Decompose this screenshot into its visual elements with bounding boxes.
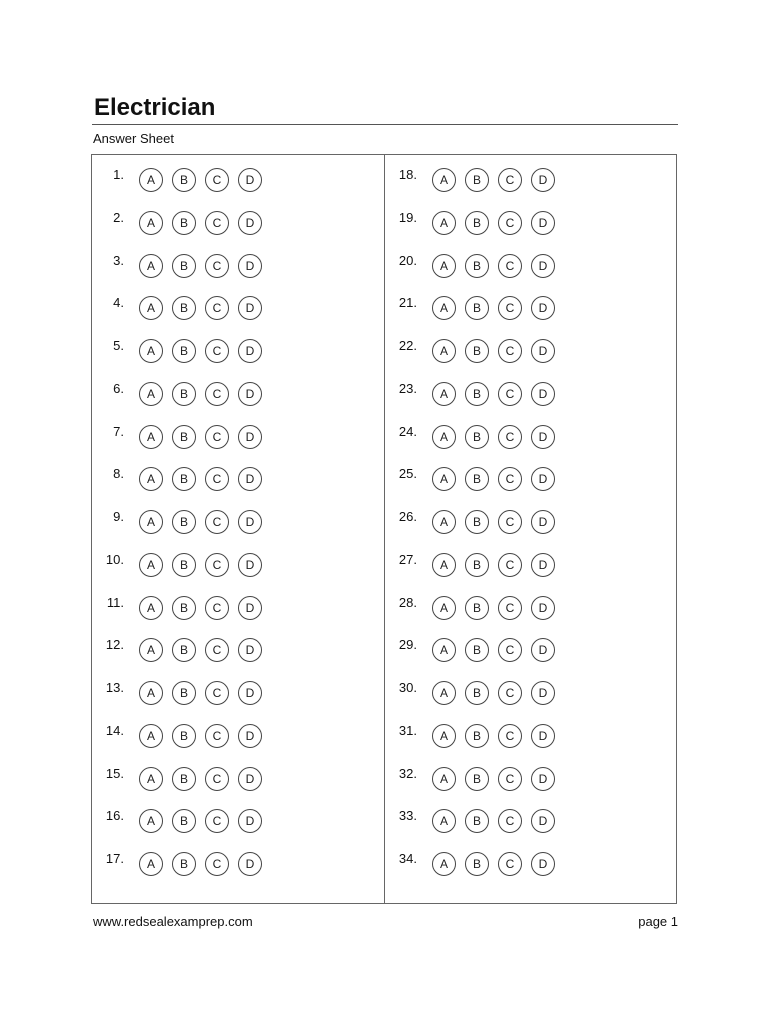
answer-bubble-a[interactable]: A xyxy=(139,510,163,534)
question-row xyxy=(92,167,382,195)
answer-bubble-b[interactable]: B xyxy=(172,339,196,363)
question-number: 20. xyxy=(398,252,417,268)
answer-bubble-c[interactable]: C xyxy=(205,168,229,192)
answer-bubble-d[interactable]: D xyxy=(531,296,555,320)
answer-bubble-a[interactable]: A xyxy=(139,382,163,406)
answer-bubble-c[interactable]: C xyxy=(205,211,229,235)
answer-bubble-c[interactable]: C xyxy=(498,510,522,534)
question-row xyxy=(92,552,382,580)
question-number: 13. xyxy=(105,680,124,695)
answer-bubble-a[interactable]: A xyxy=(139,425,163,449)
page-subtitle: Answer Sheet xyxy=(93,131,174,146)
answer-bubble-b[interactable]: B xyxy=(465,168,489,192)
question-row xyxy=(92,509,382,537)
answer-bubble-d[interactable]: D xyxy=(238,296,262,320)
question-row xyxy=(92,295,382,323)
question-row xyxy=(92,466,382,494)
answer-bubble-c[interactable]: C xyxy=(205,254,229,278)
question-number: 28. xyxy=(398,594,417,610)
question-number: 2. xyxy=(113,209,124,225)
answer-bubble-a[interactable]: A xyxy=(432,510,456,534)
question-number: 15. xyxy=(105,765,124,781)
answer-bubble-d[interactable]: D xyxy=(531,510,555,534)
question-row xyxy=(385,595,675,623)
question-row xyxy=(92,766,382,794)
question-number: 34. xyxy=(398,851,417,866)
answer-bubble-d[interactable]: D xyxy=(531,425,555,449)
answer-bubble-c[interactable]: C xyxy=(498,767,522,791)
answer-bubble-c[interactable]: C xyxy=(498,553,522,577)
answer-bubble-b[interactable]: B xyxy=(172,852,196,876)
question-number: 12. xyxy=(105,637,124,653)
answer-bubble-b[interactable]: B xyxy=(465,510,489,534)
answer-bubble-c[interactable]: C xyxy=(498,254,522,278)
answer-bubble-a[interactable]: A xyxy=(139,168,163,192)
answer-bubble-b[interactable]: B xyxy=(172,809,196,833)
question-number: 27. xyxy=(398,551,417,567)
question-row xyxy=(385,552,675,580)
answer-bubble-b[interactable]: B xyxy=(172,724,196,748)
answer-bubble-c[interactable]: C xyxy=(205,767,229,791)
answer-bubble-d[interactable]: D xyxy=(238,467,262,491)
question-row xyxy=(92,637,382,665)
question-number: 18. xyxy=(398,167,417,182)
answer-bubble-c[interactable]: C xyxy=(498,852,522,876)
question-row xyxy=(385,295,675,323)
answer-bubble-a[interactable]: A xyxy=(139,211,163,235)
answer-bubble-c[interactable]: C xyxy=(205,852,229,876)
answer-bubble-a[interactable]: A xyxy=(432,596,456,620)
answer-bubble-c[interactable]: C xyxy=(498,596,522,620)
answer-bubble-b[interactable]: B xyxy=(465,254,489,278)
question-row xyxy=(92,808,382,836)
answer-bubble-a[interactable]: A xyxy=(139,339,163,363)
question-row xyxy=(385,167,675,195)
question-number: 6. xyxy=(113,380,124,396)
answer-bubble-b[interactable]: B xyxy=(172,382,196,406)
answer-bubble-d[interactable]: D xyxy=(531,638,555,662)
question-number: 32. xyxy=(398,765,417,781)
answer-bubble-d[interactable]: D xyxy=(238,553,262,577)
answer-bubble-b[interactable]: B xyxy=(172,596,196,620)
answer-bubble-d[interactable]: D xyxy=(531,339,555,363)
answer-bubble-a[interactable]: A xyxy=(432,168,456,192)
question-row xyxy=(92,723,382,751)
answer-bubble-b[interactable]: B xyxy=(465,596,489,620)
answer-bubble-a[interactable]: A xyxy=(432,467,456,491)
answer-bubble-b[interactable]: B xyxy=(465,724,489,748)
answer-bubble-d[interactable]: D xyxy=(238,211,262,235)
answer-bubble-b[interactable]: B xyxy=(465,296,489,320)
answer-bubble-c[interactable]: C xyxy=(205,681,229,705)
answer-bubble-c[interactable]: C xyxy=(498,296,522,320)
question-row xyxy=(385,253,675,281)
answer-bubble-a[interactable]: A xyxy=(139,809,163,833)
answer-bubble-a[interactable]: A xyxy=(139,296,163,320)
answer-bubble-a[interactable]: A xyxy=(432,254,456,278)
question-row xyxy=(385,637,675,665)
question-number: 22. xyxy=(398,338,417,353)
question-number: 16. xyxy=(105,808,124,824)
answer-bubble-a[interactable]: A xyxy=(432,638,456,662)
answer-bubble-c[interactable]: C xyxy=(205,809,229,833)
answer-bubble-c[interactable]: C xyxy=(498,809,522,833)
answer-bubble-b[interactable]: B xyxy=(465,767,489,791)
answer-bubble-a[interactable]: A xyxy=(432,382,456,406)
answer-bubble-a[interactable]: A xyxy=(432,339,456,363)
question-number: 25. xyxy=(398,466,417,482)
answer-bubble-a[interactable]: A xyxy=(139,467,163,491)
answer-bubble-c[interactable]: C xyxy=(205,296,229,320)
question-number: 4. xyxy=(113,295,124,311)
page-title: Electrician xyxy=(94,94,216,121)
answer-bubble-c[interactable]: C xyxy=(498,467,522,491)
question-number: 8. xyxy=(113,466,124,482)
answer-bubble-c[interactable]: C xyxy=(498,724,522,748)
answer-bubble-a[interactable]: A xyxy=(139,596,163,620)
answer-bubble-a[interactable]: A xyxy=(139,767,163,791)
answer-bubble-d[interactable]: D xyxy=(531,852,555,876)
answer-bubble-c[interactable]: C xyxy=(205,425,229,449)
answer-bubble-b[interactable]: B xyxy=(465,339,489,363)
question-number: 17. xyxy=(105,851,124,866)
answer-bubble-c[interactable]: C xyxy=(205,596,229,620)
question-row xyxy=(385,509,675,537)
answer-bubble-d[interactable]: D xyxy=(531,553,555,577)
answer-bubble-d[interactable]: D xyxy=(531,382,555,406)
answer-bubble-d[interactable]: D xyxy=(531,168,555,192)
question-number: 24. xyxy=(398,423,417,439)
answer-bubble-b[interactable]: B xyxy=(172,467,196,491)
answer-bubble-a[interactable]: A xyxy=(139,553,163,577)
answer-bubble-c[interactable]: C xyxy=(205,382,229,406)
question-row xyxy=(92,338,382,366)
answer-bubble-a[interactable]: A xyxy=(432,767,456,791)
answer-bubble-b[interactable]: B xyxy=(172,767,196,791)
question-number: 10. xyxy=(105,551,124,567)
question-row xyxy=(92,851,382,879)
answer-bubble-d[interactable]: D xyxy=(238,638,262,662)
answer-bubble-d[interactable]: D xyxy=(238,724,262,748)
answer-bubble-c[interactable]: C xyxy=(205,638,229,662)
answer-bubble-c[interactable]: C xyxy=(498,681,522,705)
answer-bubble-d[interactable]: D xyxy=(531,681,555,705)
question-number: 33. xyxy=(398,808,417,824)
answer-bubble-b[interactable]: B xyxy=(465,211,489,235)
answer-bubble-d[interactable]: D xyxy=(238,339,262,363)
question-row xyxy=(385,338,675,366)
answer-bubble-d[interactable]: D xyxy=(238,425,262,449)
answer-bubble-b[interactable]: B xyxy=(172,168,196,192)
answer-bubble-d[interactable]: D xyxy=(238,809,262,833)
answer-bubble-b[interactable]: B xyxy=(465,425,489,449)
question-row xyxy=(92,210,382,238)
question-number: 11. xyxy=(106,594,124,610)
answer-bubble-d[interactable]: D xyxy=(238,510,262,534)
answer-bubble-d[interactable]: D xyxy=(531,467,555,491)
question-number: 31. xyxy=(398,722,417,738)
question-number: 9. xyxy=(113,509,124,524)
question-number: 23. xyxy=(398,380,417,396)
footer-website: www.redsealexamprep.com xyxy=(93,914,253,929)
answer-bubble-b[interactable]: B xyxy=(172,553,196,577)
answer-bubble-c[interactable]: C xyxy=(205,339,229,363)
answer-bubble-b[interactable]: B xyxy=(465,809,489,833)
question-row xyxy=(385,723,675,751)
answer-bubble-c[interactable]: C xyxy=(205,553,229,577)
question-row xyxy=(92,253,382,281)
footer-page-number: page 1 xyxy=(638,914,678,929)
answer-bubble-a[interactable]: A xyxy=(139,681,163,705)
answer-bubble-b[interactable]: B xyxy=(465,638,489,662)
question-number: 7. xyxy=(113,423,124,439)
answer-bubble-b[interactable]: B xyxy=(172,211,196,235)
answer-bubble-d[interactable]: D xyxy=(531,767,555,791)
answer-sheet-grid xyxy=(91,154,677,904)
answer-bubble-c[interactable]: C xyxy=(205,510,229,534)
answer-bubble-a[interactable]: A xyxy=(432,852,456,876)
answer-bubble-b[interactable]: B xyxy=(465,681,489,705)
answer-bubble-b[interactable]: B xyxy=(172,681,196,705)
answer-bubble-c[interactable]: C xyxy=(498,382,522,406)
question-row xyxy=(385,766,675,794)
answer-bubble-a[interactable]: A xyxy=(139,638,163,662)
question-number: 3. xyxy=(113,252,124,268)
answer-bubble-c[interactable]: C xyxy=(498,425,522,449)
question-number: 14. xyxy=(105,722,124,738)
answer-bubble-c[interactable]: C xyxy=(498,638,522,662)
answer-bubble-b[interactable]: B xyxy=(172,638,196,662)
answer-bubble-b[interactable]: B xyxy=(172,254,196,278)
answer-bubble-a[interactable]: A xyxy=(139,254,163,278)
question-row xyxy=(92,595,382,623)
answer-bubble-a[interactable]: A xyxy=(432,425,456,449)
answer-bubble-a[interactable]: A xyxy=(432,724,456,748)
question-row xyxy=(385,680,675,708)
answer-bubble-a[interactable]: A xyxy=(432,809,456,833)
question-row xyxy=(92,424,382,452)
question-number: 5. xyxy=(113,338,124,353)
question-row xyxy=(92,680,382,708)
answer-bubble-b[interactable]: B xyxy=(465,553,489,577)
question-row xyxy=(92,381,382,409)
question-number: 29. xyxy=(398,637,417,653)
question-number: 19. xyxy=(398,209,417,225)
answer-bubble-d[interactable]: D xyxy=(238,767,262,791)
question-row xyxy=(385,381,675,409)
question-row xyxy=(385,808,675,836)
answer-bubble-a[interactable]: A xyxy=(139,724,163,748)
answer-bubble-d[interactable]: D xyxy=(531,211,555,235)
answer-bubble-d[interactable]: D xyxy=(531,596,555,620)
question-row xyxy=(385,210,675,238)
answer-bubble-d[interactable]: D xyxy=(238,168,262,192)
question-number: 1. xyxy=(113,167,124,182)
answer-bubble-c[interactable]: C xyxy=(498,339,522,363)
answer-bubble-b[interactable]: B xyxy=(172,425,196,449)
title-divider xyxy=(92,124,678,125)
answer-bubble-d[interactable]: D xyxy=(238,254,262,278)
question-number: 30. xyxy=(398,680,417,695)
question-number: 26. xyxy=(398,509,417,524)
answer-bubble-c[interactable]: C xyxy=(498,211,522,235)
question-row xyxy=(385,851,675,879)
answer-bubble-d[interactable]: D xyxy=(238,596,262,620)
answer-bubble-a[interactable]: A xyxy=(432,553,456,577)
answer-bubble-a[interactable]: A xyxy=(432,681,456,705)
answer-bubble-a[interactable]: A xyxy=(139,852,163,876)
question-row xyxy=(385,424,675,452)
answer-bubble-b[interactable]: B xyxy=(465,382,489,406)
answer-bubble-b[interactable]: B xyxy=(172,296,196,320)
answer-bubble-a[interactable]: A xyxy=(432,211,456,235)
answer-bubble-d[interactable]: D xyxy=(238,681,262,705)
answer-bubble-d[interactable]: D xyxy=(531,724,555,748)
question-number: 21. xyxy=(398,295,417,311)
answer-bubble-b[interactable]: B xyxy=(465,467,489,491)
answer-bubble-b[interactable]: B xyxy=(465,852,489,876)
answer-bubble-c[interactable]: C xyxy=(205,724,229,748)
answer-bubble-c[interactable]: C xyxy=(498,168,522,192)
answer-bubble-b[interactable]: B xyxy=(172,510,196,534)
answer-bubble-d[interactable]: D xyxy=(531,809,555,833)
answer-bubble-d[interactable]: D xyxy=(531,254,555,278)
answer-bubble-d[interactable]: D xyxy=(238,382,262,406)
answer-bubble-d[interactable]: D xyxy=(238,852,262,876)
answer-bubble-a[interactable]: A xyxy=(432,296,456,320)
question-row xyxy=(385,466,675,494)
answer-bubble-c[interactable]: C xyxy=(205,467,229,491)
